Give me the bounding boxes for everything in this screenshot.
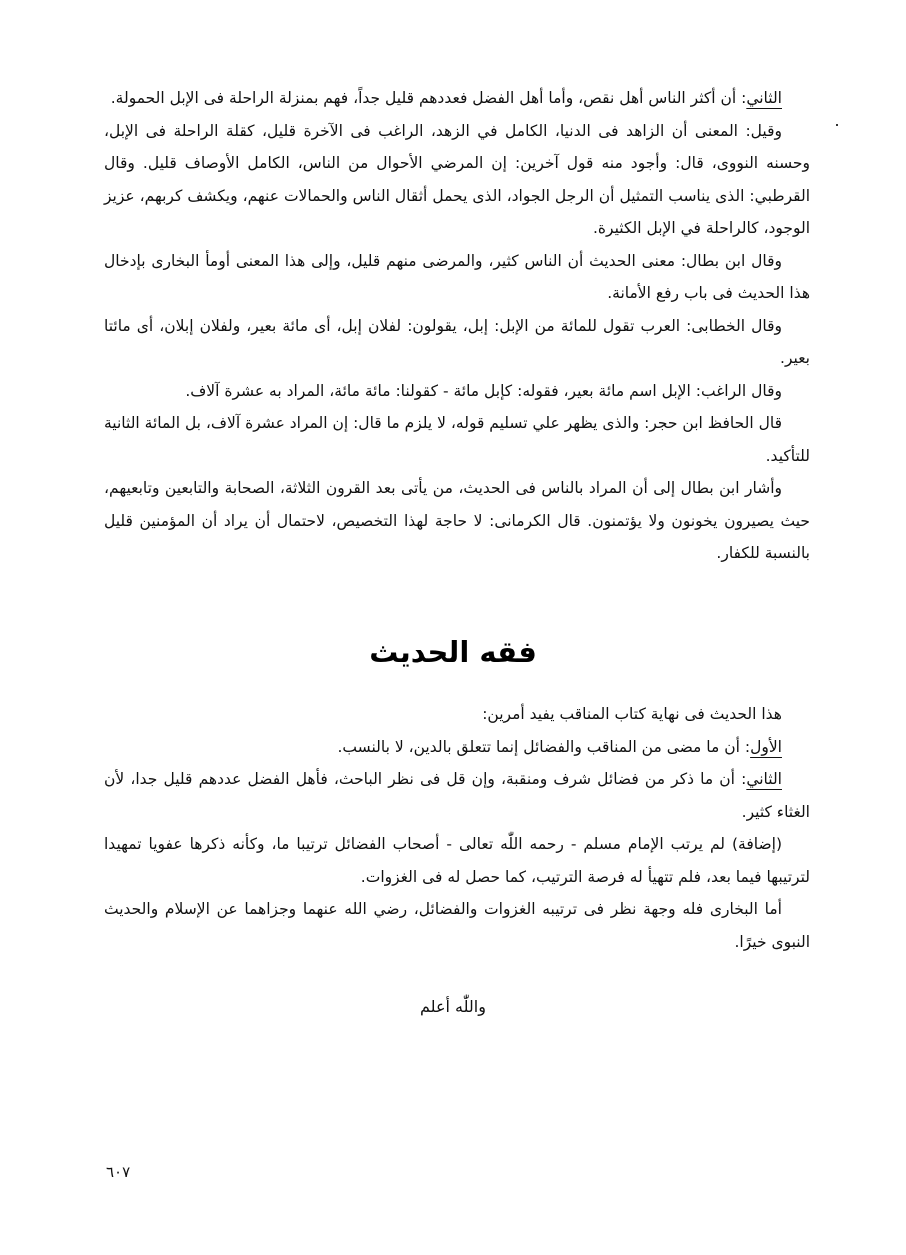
paragraph-text: وقال الراغب: الإبل اسم مائة بعير، فقوله: كإبل مائة - كقولنا: مائة مائة، المراد به عشرة آلاف. (185, 381, 782, 400)
paragraph-text: هذا الحديث فى نهاية كتاب المناقب يفيد أمرين: (482, 705, 782, 723)
point-label-second: الثاني (746, 770, 782, 788)
paragraph-ibn-hajar (104, 407, 810, 472)
paragraph-ibn-battal-2 (104, 472, 810, 570)
paragraph-text: أما البخارى فله وجهة نظر فى ترتيبه الغزوات والفضائل، رضي الله عنهما وجزاهما عن الإسلام والحديث النبوى خيرًا. (104, 900, 810, 951)
closing-phrase: واللّٰه أعلم (420, 997, 486, 1016)
paragraph-text: وقيل: المعنى أن الزاهد فى الدنيا، الكامل في الزهد، الراغب فى الآخرة قليل، كقلة الراحلة فى الإبل، وحسنه النووى، قال: وأجود منه قول آخرين: إن المرضي الأحوال من الناس، الكامل الأوصاف قليل. وقال القرطبي: الذى يناسب التمثيل أن الرجل الجواد، الذى يحمل أثقال الناس والحمالات عنهم، ويكشف كربهم، عزيز الوجود، كالراحلة في الإبل الكثيرة. (104, 121, 810, 237)
commentary-section (104, 82, 810, 570)
paragraph-second-point (104, 82, 810, 115)
paragraph-text: (إضافة) لم يرتب الإمام مسلم - رحمه اللّٰه تعالى - أصحاب الفضائل ترتيبا ما، وكأنه ذكرها عفويا تمهيدا لترتيبها فيما بعد، فلم تتهيأ له فرصة الترتيب، كما حصل له فى الغزوات. (104, 835, 810, 886)
page-number: ٦٠٧ (106, 1163, 131, 1181)
paragraph-zahid (104, 115, 810, 245)
margin-mark (836, 124, 838, 126)
paragraph-text: وقال الخطابى: العرب تقول للمائة من الإبل: إبل، يقولون: لفلان إبل، أى مائة بعير، ولفلان إبلان، أى مائتا بعير. (104, 316, 810, 367)
paragraph-addition (104, 828, 810, 893)
section-heading: فقه الحديث (369, 635, 537, 669)
paragraph-text: : أن ما مضى من المناقب والفضائل إنما تتعلق بالدين، لا بالنسب. (337, 737, 751, 756)
paragraph-text: قال الحافظ ابن حجر: والذى يظهر علي تسليم قوله، لا يلزم ما قال: إن المراد عشرة آلاف، بل المائة الثانية للتأكيد. (104, 414, 810, 465)
paragraph-khattabi (104, 310, 810, 375)
paragraph-intro (104, 698, 810, 731)
paragraph-text: : أن ما ذكر من فضائل شرف ومنقبة، وإن قل فى نظر الباحث، فأهل الفضل عددهم قليل جدا، لأن الغثاء كثير. (104, 770, 810, 821)
paragraph-bukhari (104, 893, 810, 958)
paragraph-raghib (104, 375, 810, 408)
paragraph-ibn-battal (104, 245, 810, 310)
paragraph-first-point (104, 731, 810, 764)
paragraph-text: : أن أكثر الناس أهل نقص، وأما أهل الفضل فعددهم قليل جداً، فهم بمنزلة الراحلة فى الإبل الحمولة. (110, 89, 747, 107)
point-label-second: الثاني (746, 89, 782, 107)
fiqh-section (104, 698, 810, 958)
paragraph-text: وأشار ابن بطال إلى أن المراد بالناس فى الحديث، من يأتى بعد القرون الثلاثة، الصحابة والتابعين وتابعيهم، حيث يصيرون يخونون ولا يؤتمنون. قال الكرمانى: لا حاجة لهذا التخصيص، لاحتمال أن يراد أن المؤمنين قليل بالنسبة للكفار. (104, 479, 810, 562)
paragraph-second-point-fiqh (104, 763, 810, 828)
point-label-first: الأول (750, 737, 782, 756)
paragraph-text: وقال ابن بطال: معنى الحديث أن الناس كثير، والمرضى منهم قليل، وإلى هذا المعنى أومأ البخارى بإدخال هذا الحديث فى باب رفع الأمانة. (104, 251, 810, 302)
